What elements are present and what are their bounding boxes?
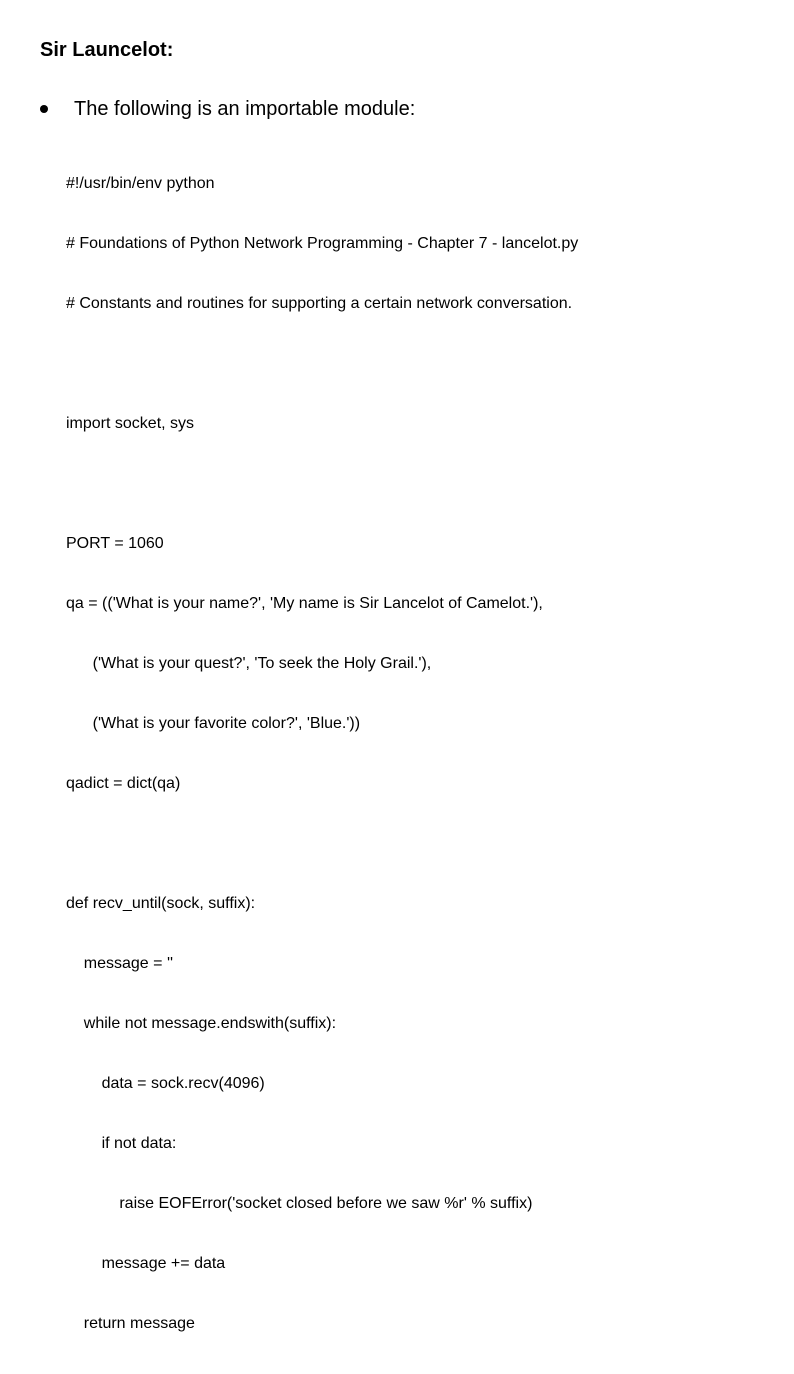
code-line: ('What is your favorite color?', 'Blue.')) [66, 715, 361, 732]
code-line: message += data [66, 1255, 226, 1272]
code-line-blank [66, 834, 578, 854]
code-line: qa = (('What is your name?', 'My name is Sir Lancelot of Camelot.'), [66, 595, 543, 612]
code-line: #!/usr/bin/env python [66, 175, 215, 192]
code-line: return message [66, 1315, 195, 1332]
code-line-blank [66, 474, 578, 494]
bullet-item [40, 96, 415, 122]
code-line: raise EOFError('socket closed before we saw %r' % suffix) [66, 1195, 533, 1212]
code-line: import socket, sys [66, 415, 195, 432]
bullet-dot-icon [40, 105, 48, 113]
code-line-blank [66, 354, 578, 374]
code-line: if not data: [66, 1135, 177, 1152]
code-line: message = '' [66, 955, 174, 972]
slide-title: Sir Launcelot: [40, 39, 174, 61]
code-line: # Foundations of Python Network Programming - Chapter 7 - lancelot.py [66, 235, 579, 252]
code-line: ('What is your quest?', 'To seek the Holy Grail.'), [66, 655, 432, 672]
code-line: while not message.endswith(suffix): [66, 1015, 337, 1032]
code-line: def recv_until(sock, suffix): [66, 895, 256, 912]
bullet-text: The following is an importable module: [74, 98, 416, 120]
code-line: qadict = dict(qa) [66, 775, 181, 792]
code-block [66, 134, 578, 1374]
code-line: data = sock.recv(4096) [66, 1075, 265, 1092]
code-line: # Constants and routines for supporting a certain network conversation. [66, 295, 573, 312]
code-line: PORT = 1060 [66, 535, 164, 552]
